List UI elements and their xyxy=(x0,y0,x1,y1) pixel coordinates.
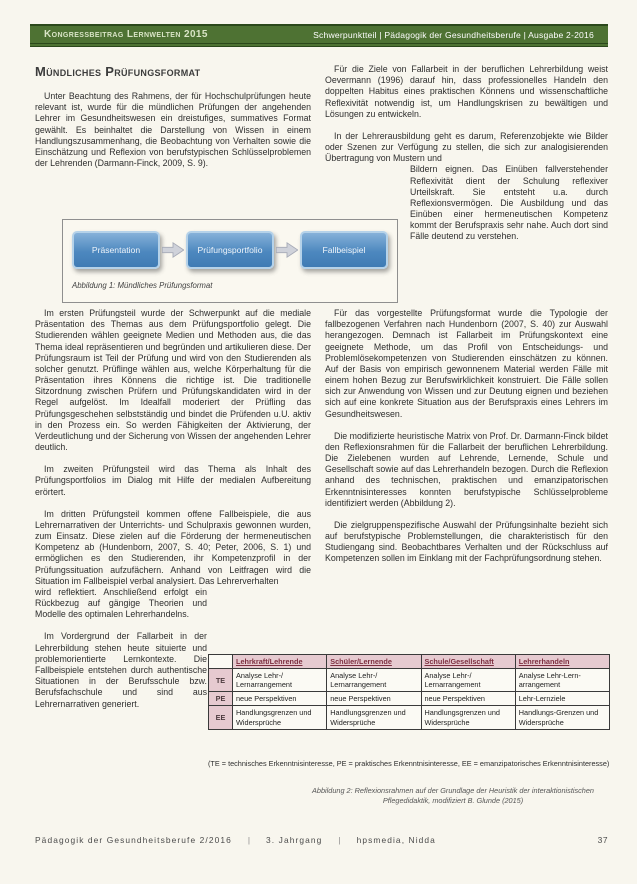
footer-volume-label: 3. Jahrgang xyxy=(266,835,323,845)
header-issue-label: Schwerpunktteil | Pädagogik der Gesundheitsberufe | Ausgabe 2-2016 xyxy=(313,29,594,40)
footer-separator: | xyxy=(338,835,341,845)
right-column-middle xyxy=(325,308,608,576)
figure-step-fallbeispiel: Fallbeispiel xyxy=(300,231,388,269)
arrow-right-icon xyxy=(162,241,184,259)
page-footer xyxy=(35,835,608,845)
page-header-bar xyxy=(30,24,608,47)
left-paragraph-2: Im ersten Prüfungsteil wurde der Schwerpunkt auf die mediale Präsentation des Themas aus dem Prüfungsportfolio gelegt. Die Studierenden wählen geeignete Medien und Methoden aus, die das Thema ideal repräsentieren und begründen und artikulieren diese. Der Prüfungsraum ist Teil der Prüfung und wird von den Studierenden als solcher genutzt. Prüflinge wählen aus, welche Körperhaltung für die Präsentation ihres Könnens die richtige ist. Die traditionelle Sitzordnung zwischen Prüfern und Prüfungskandidaten wird in der Regel aufgelöst. Im Idealfall moderiert der Prüfling das Prüfungsgeschehen selbstständig und bindet die Prüfenden u.U. aktiv in den Prozess ein. So werden Fähigkeiten der Aktivierung, der Verdeutlichung und der Sicherung von Wissen der angehenden Lehrer deutlich. xyxy=(35,308,311,453)
table-cell: Handlungsgrenzen und Widersprüche xyxy=(327,706,421,729)
left-paragraph-1: Unter Beachtung des Rahmens, der für Hochschulprüfungen heute relevant ist, wurde für die mündlichen Prüfungen der angehenden Lehrer im Gesundheitswesen ein dreistufiges, summatives Format gewählt. Es beinhaltet die Darstellung von Wissen in einem Handlungszusammenhang, die Beobachtung von Verhalten sowie die Einschätzung und Reflexion von berufstypischen Schlüsselproblemen der Lehrenden (Darmann-Finck, 2009, S. 9). xyxy=(35,91,311,169)
table-col-lehrerhandeln: Lehrerhandeln xyxy=(515,655,609,669)
figure-2-caption: Abbildung 2: Reflexionsrahmen auf der Grundlage der Heuristik der interaktionistischen Pflegedidaktik, modifiziert B. Glunde (2015) xyxy=(312,786,594,806)
table-col-lehrkraft: Lehrkraft/Lehrende xyxy=(233,655,327,669)
article-title: Mündliches Prüfungsformat xyxy=(35,64,201,79)
table-cell: Handlungsgrenzen und Widersprüche xyxy=(233,706,327,729)
table-cell: Handlungs-Grenzen und Widersprüche xyxy=(515,706,609,729)
table-row xyxy=(209,669,610,692)
table-cell: Analyse Lehr-/ Lernarrangement xyxy=(233,669,327,692)
table-row xyxy=(209,706,610,729)
table-rowlabel-ee: EE xyxy=(209,706,233,729)
table-rowlabel-pe: PE xyxy=(209,692,233,706)
footer-separator: | xyxy=(247,835,251,845)
table-cell: neue Perspektiven xyxy=(421,692,515,706)
footer-publisher-label: hpsmedia, Nidda xyxy=(356,835,436,845)
figure-step-praesentation: Präsentation xyxy=(72,231,160,269)
right-paragraph-4: Die modifizierte heuristische Matrix von Prof. Dr. Darmann-Finck bildet den Reflexionsrahmen für die Fallarbeit der beruflichen Lehrerbildung. Die Zielebenen wurden auf Lehrende, Lernende, Schule und Gesellschaft sowie auf das Lehrerhandeln bezogen. Durch die Reflexion anhand des technischen, praktischen und emanzipatorischen Erkenntnisinteresses konnten berufstypische Schlüsselprobleme identifiziert werden (Abbildung 2). xyxy=(325,430,608,508)
left-column-narrow xyxy=(35,587,207,710)
table-cell: Analyse Lehr-Lern-arrangement xyxy=(515,669,609,692)
reflexion-matrix-table xyxy=(208,654,610,730)
footer-journal-label: Pädagogik der Gesundheitsberufe 2/2016 xyxy=(35,835,232,845)
table-cell: Analyse Lehr-/ Lernarrangement xyxy=(421,669,515,692)
left-column-top xyxy=(35,64,311,180)
left-paragraph-5: Im Vordergrund der Fallarbeit in der Lehrerbildung stehen heute situierte und problemorientierte Lernkontexte. Die Fallbeispiele entstehen durch authentische Situationen in der Berufsschule bzw. Berufsfachschule und sind aus Lehrernarrativen generiert. xyxy=(35,631,207,709)
table-cell: neue Perspektiven xyxy=(327,692,421,706)
table-cell: Analyse Lehr-/ Lernarrangement xyxy=(327,669,421,692)
table-row xyxy=(209,692,610,706)
figure-step-pruefungsportfolio: Prüfungsportfolio xyxy=(186,231,274,269)
table-col-schule: Schule/Gesellschaft xyxy=(421,655,515,669)
table-rowlabel-te: TE xyxy=(209,669,233,692)
right-paragraph-5: Die zielgruppenspezifische Auswahl der Prüfungsinhalte bezieht sich auf berufstypische Problemstellungen, die charakteristisch für den Studiengang sind. Beobachtbares Verhalten und der Rückschluss auf Kompetenzen sollen im Einklang mit der Fachprüfungsordnung stehen. xyxy=(325,519,608,564)
table-col-schueler: Schüler/Lernende xyxy=(327,655,421,669)
left-paragraph-3: Im zweiten Prüfungsteil wird das Thema als Inhalt des Prüfungsportfolios im Dialog mit Hilfe der medialen Aufbereitung erörtert. xyxy=(35,464,311,497)
right-paragraph-3: Für das vorgestellte Prüfungsformat wurde die Typologie der fallbezogenen Verfahren nach Hundenborn (2007, S. 40) zur Auswahl herangezogen. Demnach ist Fallarbeit im Prüfungskontext eine geeignete Methode, um das Profil von Entscheidungs- und Problemlösekompetenzen von Studierenden einschätzen zu können. Auf der Basis von empirisch gewonnenem Material werden Fälle mit einem hohen Bezug zur Berufswirklichkeit konstruiert. Die Fälle sollen sich zur Anwendung von Wissen und zur Deutung eignen und beziehen sich auf eine konkrete Situation aus der Berufspraxis eines Lehrers im Gesundheitswesen. xyxy=(325,308,608,419)
table-cell: neue Perspektiven xyxy=(233,692,327,706)
table-cell: Lehr-Lernziele xyxy=(515,692,609,706)
page-number: 37 xyxy=(597,835,608,845)
table-corner-cell xyxy=(209,655,233,669)
right-column-top xyxy=(325,64,608,254)
table-footnote: (TE = technisches Erkenntnisinteresse, PE = praktisches Erkenntnisinteresse, EE = emanzipatorisches Erkenntnisinteresse) xyxy=(208,759,610,768)
arrow-right-icon xyxy=(276,241,298,259)
right-paragraph-2: In der Lehrerausbildung geht es darum, Referenzobjekte wie Bilder oder Szenen zur Verfügung zu stellen, die sich zur analogisierenden Übertragung von Mustern und xyxy=(325,130,608,164)
left-paragraph-4-wrapped: wird reflektiert. Anschließend erfolgt ein Rückbezug auf gängige Theorien und Modelle des optimalen Lehrerhandelns. xyxy=(35,586,207,620)
right-paragraph-2-wrapped: Bildern eignen. Das Einüben fallverstehender Reflexivität dient der Schulung reflexiver Urteilskraft. Sie entsteht u.a. durch Reflexionsvermögen. Die Ausbildung und das Einüben einer hermeneutischen Kompetenz kommt der Berufspraxis sehr nahe. Auch dort sind Fälle deutend zu verstehen. xyxy=(410,164,608,242)
table-cell: Handlungsgrenzen und Widersprüche xyxy=(421,706,515,729)
left-paragraph-4: Im dritten Prüfungsteil kommen offene Fallbeispiele, die aus Lehrernarrativen der Unterrichts- und Schulpraxis gewonnen wurden, zum Einsatz. Diese zielen auf die Förderung der hermeneutischen Kompetenz ab (Hundenborn, 2007, S. 40; Peter, 2006, S. 1) und ermöglichen es den Studierenden, ihr Kompetenzprofil in der Prüfungssituation aufzufächern. Anhand von Leitfragen wird die Situation im Fallbeispiel verbal analysiert. Das Lehrerverhalten xyxy=(35,508,311,586)
header-congress-label: Kongressbeitrag Lernwelten 2015 xyxy=(44,29,208,40)
figure-1-caption: Abbildung 1: Mündliches Prüfungsformat xyxy=(72,281,213,290)
right-paragraph-1: Für die Ziele von Fallarbeit in der beruflichen Lehrerbildung weist Oevermann (1996) darauf hin, dass professionelles Handeln den doppelten Habitus eines praktischen Könnens und wissenschaftliche Reflexivität notwendig ist, um Handlungskrisen zu bewältigen und Lösungen zu entwickeln. xyxy=(325,64,608,119)
table-header-row xyxy=(209,655,610,669)
